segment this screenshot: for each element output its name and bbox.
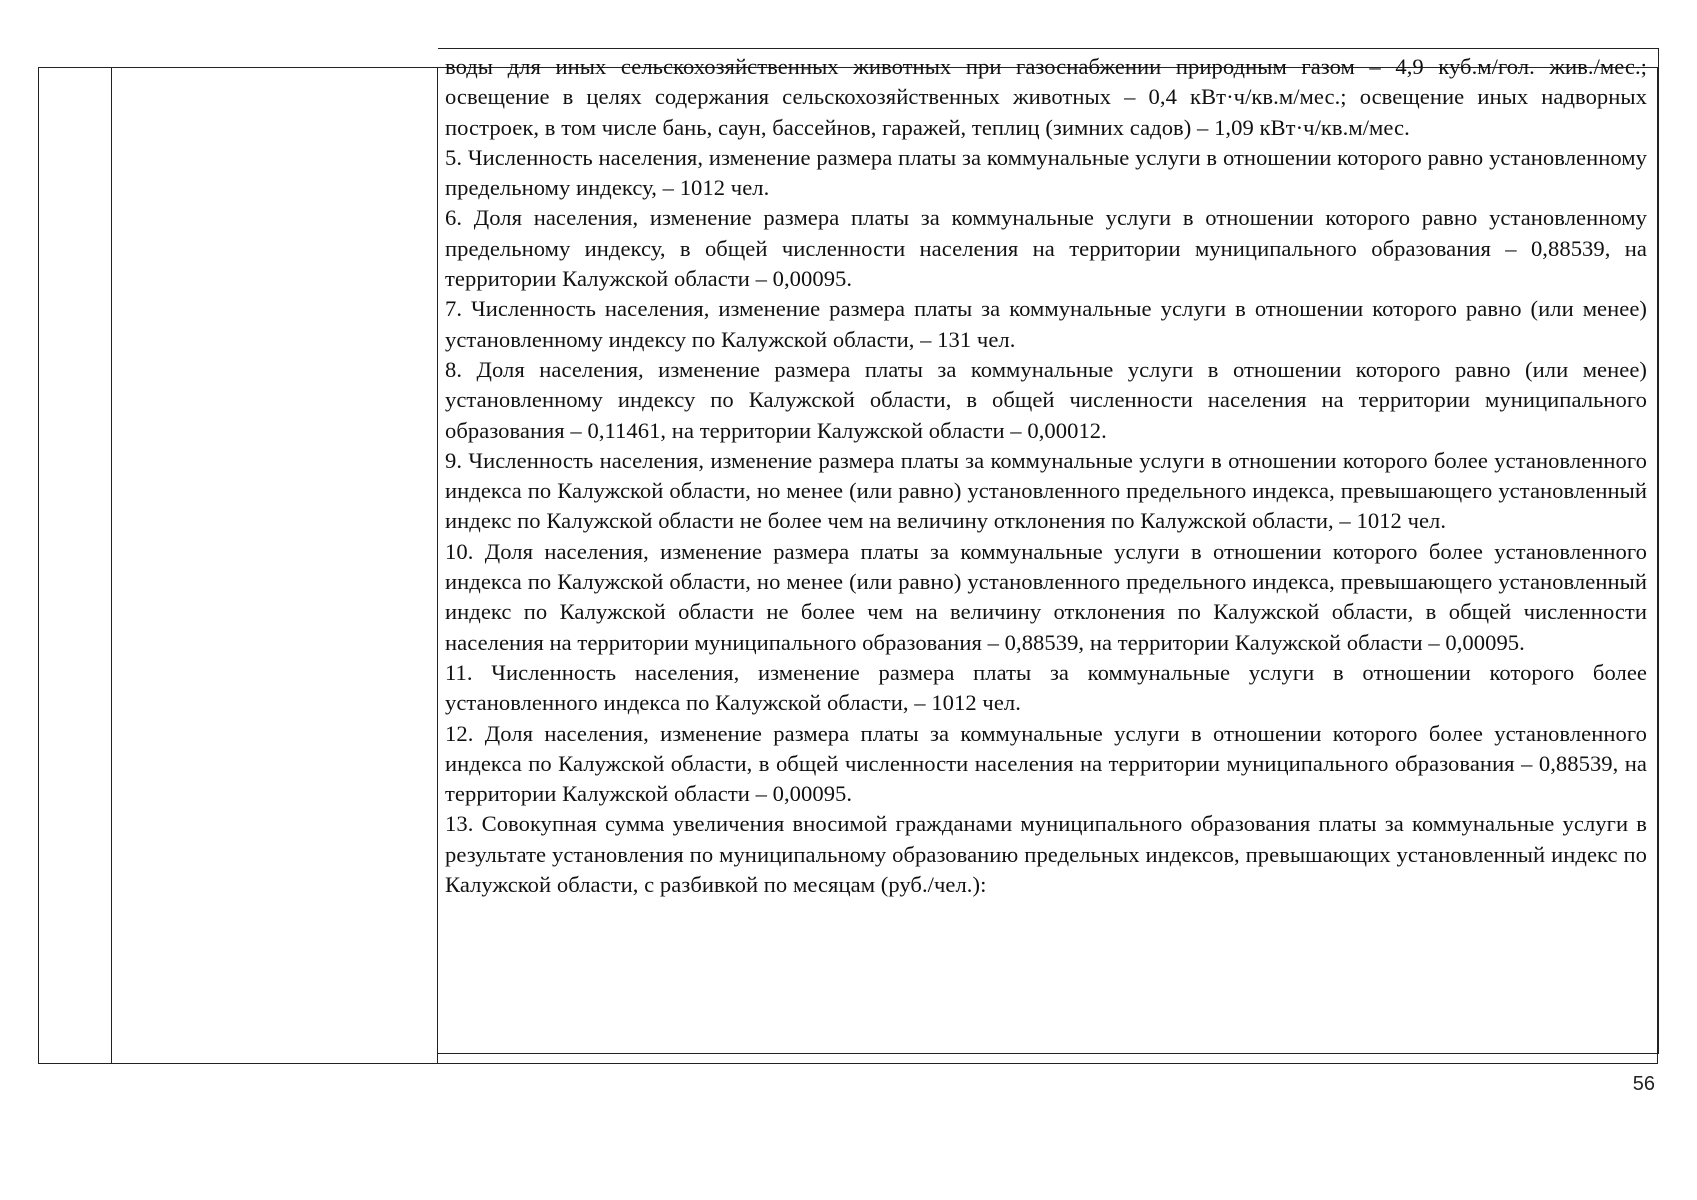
paragraph-item-7: 7. Численность населения, изменение размера платы за коммунальные услуги в отношении которого равно (или менее) установленному индексу по Калужской области, – 131 чел.	[445, 296, 1647, 352]
page-number: 56	[1632, 1073, 1655, 1095]
text-cell-right-border	[1658, 48, 1659, 1054]
column-divider-1	[111, 68, 112, 1063]
column-divider-2	[437, 68, 438, 1063]
paragraph-item-9: 9. Численность населения, изменение размера платы за коммунальные услуги в отношении которого более установленного индекса по Калужской области, но менее (или равно) установленного предельного индекса, превышающего установленный индекс по Калужской области не более чем на величину отклонения по Калужской области, – 1012 чел.	[445, 447, 1647, 534]
paragraph-item-12: 12. Доля населения, изменение размера платы за коммунальные услуги в отношении которого более установленного индекса по Калужской области, в общей численности населения на территории муниципального образования – 0,88539, на территории Калужской области – 0,00095.	[445, 720, 1647, 807]
text-cell-bottom-border	[438, 1053, 1659, 1054]
paragraph-item-13: 13. Совокупная сумма увеличения вносимой гражданами муниципального образования платы за коммунальные услуги в результате установления по муниципальному образованию предельных индексов, превышающих установленный индекс по Калужской области, с разбивкой по месяцам (руб./чел.):	[445, 811, 1647, 898]
text-cell-top-border	[438, 48, 1659, 49]
paragraph-item-6: 6. Доля населения, изменение размера платы за коммунальные услуги в отношении которого равно установленному предельному индексу, в общей численности населения на территории муниципального образования – 0,88539, на территории Калужской области – 0,00095.	[445, 205, 1647, 292]
paragraph-continuation: воды для иных сельскохозяйственных животных при газоснабжении природным газом – 4,9 куб.м/гол. жив./мес.; освещение в целях содержания сельскохозяйственных животных – 0,4 кВт·ч/кв.м/мес.; освещение иных надворных построек, в том числе бань, саун, бассейнов, гаражей, теплиц (зимних садов) – 1,09 кВт·ч/кв.м/мес.	[445, 54, 1647, 140]
paragraph-item-11: 11. Численность населения, изменение размера платы за коммунальные услуги в отношении которого более установленного индекса по Калужской области, – 1012 чел.	[445, 659, 1647, 716]
table-text-cell	[445, 52, 1647, 900]
paragraph-item-10: 10. Доля населения, изменение размера платы за коммунальные услуги в отношении которого более установленного индекса по Калужской области, но менее (или равно) установленного предельного индекса, превышающего установленный индекс по Калужской области не более чем на величину отклонения по Калужской области, в общей численности населения на территории муниципального образования – 0,88539, на территории Калужской области – 0,00095.	[445, 538, 1647, 655]
paragraph-item-8: 8. Доля населения, изменение размера платы за коммунальные услуги в отношении которого равно (или менее) установленному индексу по Калужской области, в общей численности населения на территории муниципального образования – 0,11461, на территории Калужской области – 0,00012.	[445, 356, 1647, 443]
paragraph-item-5: 5. Численность населения, изменение размера платы за коммунальные услуги в отношении которого равно установленному предельному индексу, – 1012 чел.	[445, 144, 1647, 201]
